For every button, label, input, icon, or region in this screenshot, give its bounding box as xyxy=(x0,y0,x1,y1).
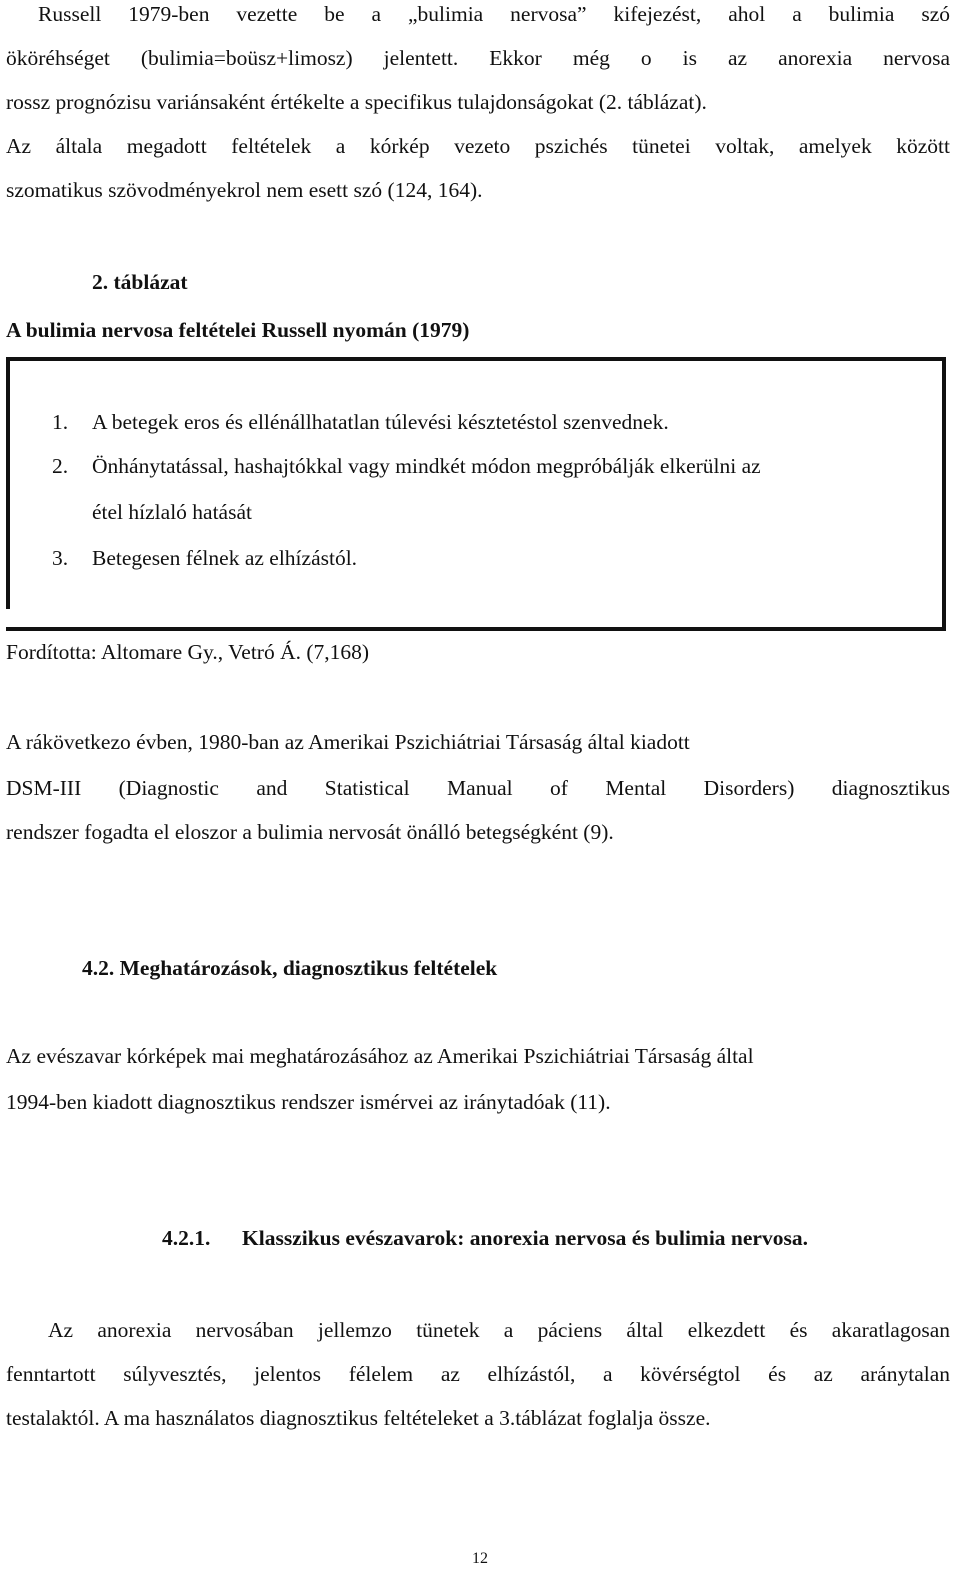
section-4-2-heading: 4.2. Meghatározások, diagnosztikus feltételek xyxy=(82,956,498,980)
paragraph1-line-4: Az általa megadott feltételek a kórkép vezeto pszichés tünetei voltak, amelyek között xyxy=(6,134,950,158)
section-4-2-line-1: Az evészavar kórképek mai meghatározásához az Amerikai Pszichiátriai Társaság által xyxy=(6,1044,754,1068)
table-item-number: 3. xyxy=(52,546,69,570)
table-item-number: 1. xyxy=(52,410,69,434)
table-item-text: A betegek eros és ellénállhatatlan túlevési késztetéstol szenvednek. xyxy=(92,410,669,434)
section-4-2-line-2: 1994-ben kiadott diagnosztikus rendszer ismérvei az iránytadóak (11). xyxy=(6,1090,611,1114)
section-4-2-1-title: Klasszikus evészavarok: anorexia nervosa és bulimia nervosa. xyxy=(242,1226,808,1250)
table-item-text: Betegesen félnek az elhízástól. xyxy=(92,546,358,570)
section-4-2-1-line-2: fenntartott súlyvesztés, jelentos félelem az elhízástól, a kövérségtol és az aránytalan xyxy=(6,1362,950,1386)
table-item-text: Önhánytatással, hashajtókkal vagy mindkét módon megpróbálják elkerülni az xyxy=(92,454,761,478)
table-box-left-border xyxy=(6,357,10,609)
table-translator-note: Fordította: Altomare Gy., Vetró Á. (7,168) xyxy=(6,640,370,664)
page-number: 12 xyxy=(472,1550,488,1567)
table-label: 2. táblázat xyxy=(92,270,188,294)
section-4-2-1-line-1: Az anorexia nervosában jellemzo tünetek a páciens által elkezdett és akaratlagosan xyxy=(48,1318,950,1342)
table-box xyxy=(6,357,946,631)
paragraph2-line-1: A rákövetkezo évben, 1980-ban az Amerikai Pszichiátriai Társaság által kiadott xyxy=(6,730,690,754)
paragraph1-line-3: rossz prognózisu variánsaként értékelte a specifikus tulajdonságokat (2. táblázat). xyxy=(6,90,707,114)
paragraph1-line-1: Russell 1979-ben vezette be a „bulimia nervosa” kifejezést, ahol a bulimia szó xyxy=(38,2,950,26)
section-4-2-1-number: 4.2.1. xyxy=(162,1226,211,1250)
paragraph1-line-5: szomatikus szövodményekrol nem esett szó (124, 164). xyxy=(6,178,483,202)
paragraph2-line-3: rendszer fogadta el eloszor a bulimia nervosát önálló betegségként (9). xyxy=(6,820,614,844)
section-4-2-1-line-3: testalaktól. A ma használatos diagnosztikus feltételeket a 3.táblázat foglalja össze. xyxy=(6,1406,711,1430)
table-title: A bulimia nervosa feltételei Russell nyomán (1979) xyxy=(6,318,470,342)
paragraph1-line-2: ököréhséget (bulimia=boüsz+limosz) jelentett. Ekkor még o is az anorexia nervosa xyxy=(6,46,950,70)
paragraph2-line-2: DSM-III (Diagnostic and Statistical Manual of Mental Disorders) diagnosztikus xyxy=(6,776,950,800)
table-item-text-continued: étel hízlaló hatását xyxy=(92,500,252,524)
table-item-number: 2. xyxy=(52,454,69,478)
